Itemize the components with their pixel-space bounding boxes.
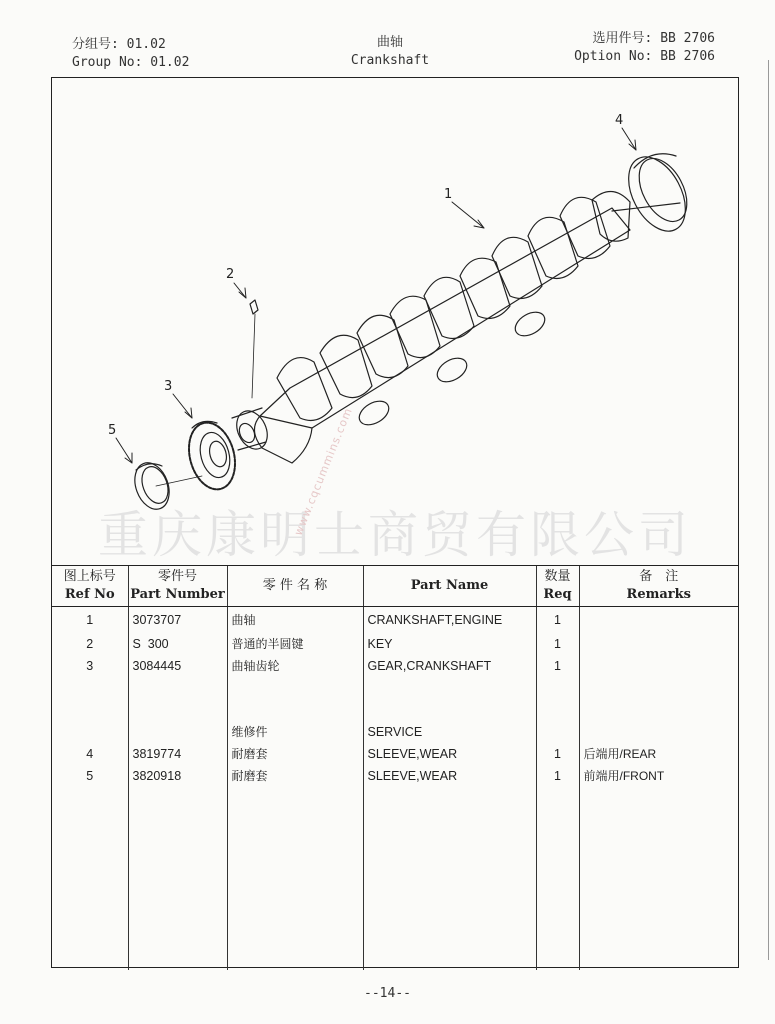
- ref-cell: 3: [86, 658, 94, 673]
- col-remarks: [579, 566, 738, 607]
- leader-lines: [116, 128, 636, 463]
- option-number-cn: 选用件号: BB 2706: [592, 31, 715, 46]
- crankshaft-gear: [182, 417, 242, 494]
- col-name-cn: 零 件 名 称: [227, 566, 363, 607]
- req-cell: 1: [536, 743, 579, 765]
- req-cell: 1: [536, 765, 579, 787]
- table-row: [52, 765, 738, 787]
- col-name-en: Part Name: [410, 578, 489, 593]
- page-number: --14--: [364, 986, 411, 1001]
- part-number-cell: 3073707: [128, 607, 227, 633]
- name-en-cell: SLEEVE,WEAR: [363, 743, 536, 765]
- name-en-cell: SERVICE: [363, 721, 536, 743]
- remarks-cell: 后端用/REAR: [579, 743, 738, 765]
- col-rem-en: Remarks: [626, 587, 691, 602]
- remarks-cell: [579, 607, 738, 633]
- name-cn-cell: 耐磨套: [227, 743, 363, 765]
- option-number: [560, 30, 715, 66]
- remarks-cell: [579, 633, 738, 655]
- ref-cell: 5: [86, 768, 94, 783]
- table-row: [52, 699, 738, 721]
- req-cell: 1: [536, 655, 579, 677]
- col-part-cn: 零件号: [157, 569, 197, 584]
- remarks-cell: [579, 721, 738, 743]
- req-cell: 1: [536, 633, 579, 655]
- remarks-cell: [579, 699, 738, 721]
- page-title-cn: 曲轴: [376, 35, 403, 50]
- name-en-cell: SLEEVE,WEAR: [363, 765, 536, 787]
- name-cn-cell: 曲轴齿轮: [227, 655, 363, 677]
- col-part-name: [363, 566, 536, 607]
- name-cn-cell: 维修件: [227, 721, 363, 743]
- group-number: [72, 36, 189, 72]
- crankshaft: [231, 191, 630, 463]
- callout-3: 3: [164, 379, 173, 394]
- remarks-cell: [579, 677, 738, 699]
- part-number-cell: 3820918: [128, 765, 227, 787]
- callout-2: 2: [226, 267, 235, 282]
- rear-wear-sleeve: [612, 147, 697, 240]
- name-cn-cell: 普通的半圆键: [227, 633, 363, 655]
- table-row: [52, 677, 738, 699]
- col-part-en: Part Number: [130, 587, 225, 602]
- page-title: [330, 34, 450, 70]
- table-row: [52, 655, 738, 677]
- part-number-cell: 3084445: [128, 655, 227, 677]
- table-row: [52, 607, 738, 633]
- col-rem-cn: 备 注: [639, 569, 679, 584]
- url-watermark: www.cqcummins.com: [291, 405, 355, 538]
- part-number-cell: [128, 677, 227, 699]
- table-row: [52, 633, 738, 655]
- table-header-row: [52, 566, 738, 607]
- col-ref-en: Ref No: [64, 587, 115, 602]
- req-cell: [536, 721, 579, 743]
- name-cn-cell: [227, 677, 363, 699]
- ref-cell: 2: [86, 636, 94, 651]
- name-cn-cell: [227, 699, 363, 721]
- part-number-cell: [128, 699, 227, 721]
- table-filler-row: [52, 787, 738, 970]
- name-en-cell: [363, 699, 536, 721]
- option-number-en: Option No: BB 2706: [574, 49, 715, 64]
- req-cell: [536, 677, 579, 699]
- page-edge: [768, 60, 769, 960]
- table-row: [52, 721, 738, 743]
- req-cell: [536, 699, 579, 721]
- req-cell: 1: [536, 607, 579, 633]
- col-req-en: Req: [543, 587, 572, 602]
- remarks-cell: [579, 655, 738, 677]
- col-req-cn: 数量: [544, 569, 571, 584]
- crankshaft-diagram: [52, 78, 738, 565]
- page-title-en: Crankshaft: [350, 53, 430, 68]
- ref-cell: 4: [86, 746, 94, 761]
- part-number-cell: S 300: [128, 633, 227, 655]
- callout-4: 4: [615, 113, 624, 128]
- name-en-cell: GEAR,CRANKSHAFT: [363, 655, 536, 677]
- name-en-cell: KEY: [363, 633, 536, 655]
- part-number-cell: 3819774: [128, 743, 227, 765]
- company-watermark: 重庆康明士商贸有限公司: [98, 506, 692, 564]
- callout-1: 1: [444, 187, 453, 202]
- key: [250, 300, 258, 398]
- part-number-cell: [128, 721, 227, 743]
- ref-cell: [52, 677, 128, 699]
- col-req: [536, 566, 579, 607]
- name-en-cell: CRANKSHAFT,ENGINE: [363, 607, 536, 633]
- col-part-number: [128, 566, 227, 607]
- parts-table: [52, 565, 738, 970]
- table-row: [52, 743, 738, 765]
- col-ref-cn: 图上标号: [63, 569, 116, 584]
- col-ref: [52, 566, 128, 607]
- ref-cell: 1: [86, 612, 94, 627]
- group-number-cn: 分组号: 01.02: [72, 37, 166, 52]
- name-cn-cell: 耐磨套: [227, 765, 363, 787]
- remarks-cell: 前端用/FRONT: [579, 765, 738, 787]
- group-number-en: Group No: 01.02: [72, 55, 190, 70]
- name-cn-cell: 曲轴: [227, 607, 363, 633]
- name-en-cell: [363, 677, 536, 699]
- ref-cell: [52, 699, 128, 721]
- ref-cell: [52, 721, 128, 743]
- callout-5: 5: [108, 423, 117, 438]
